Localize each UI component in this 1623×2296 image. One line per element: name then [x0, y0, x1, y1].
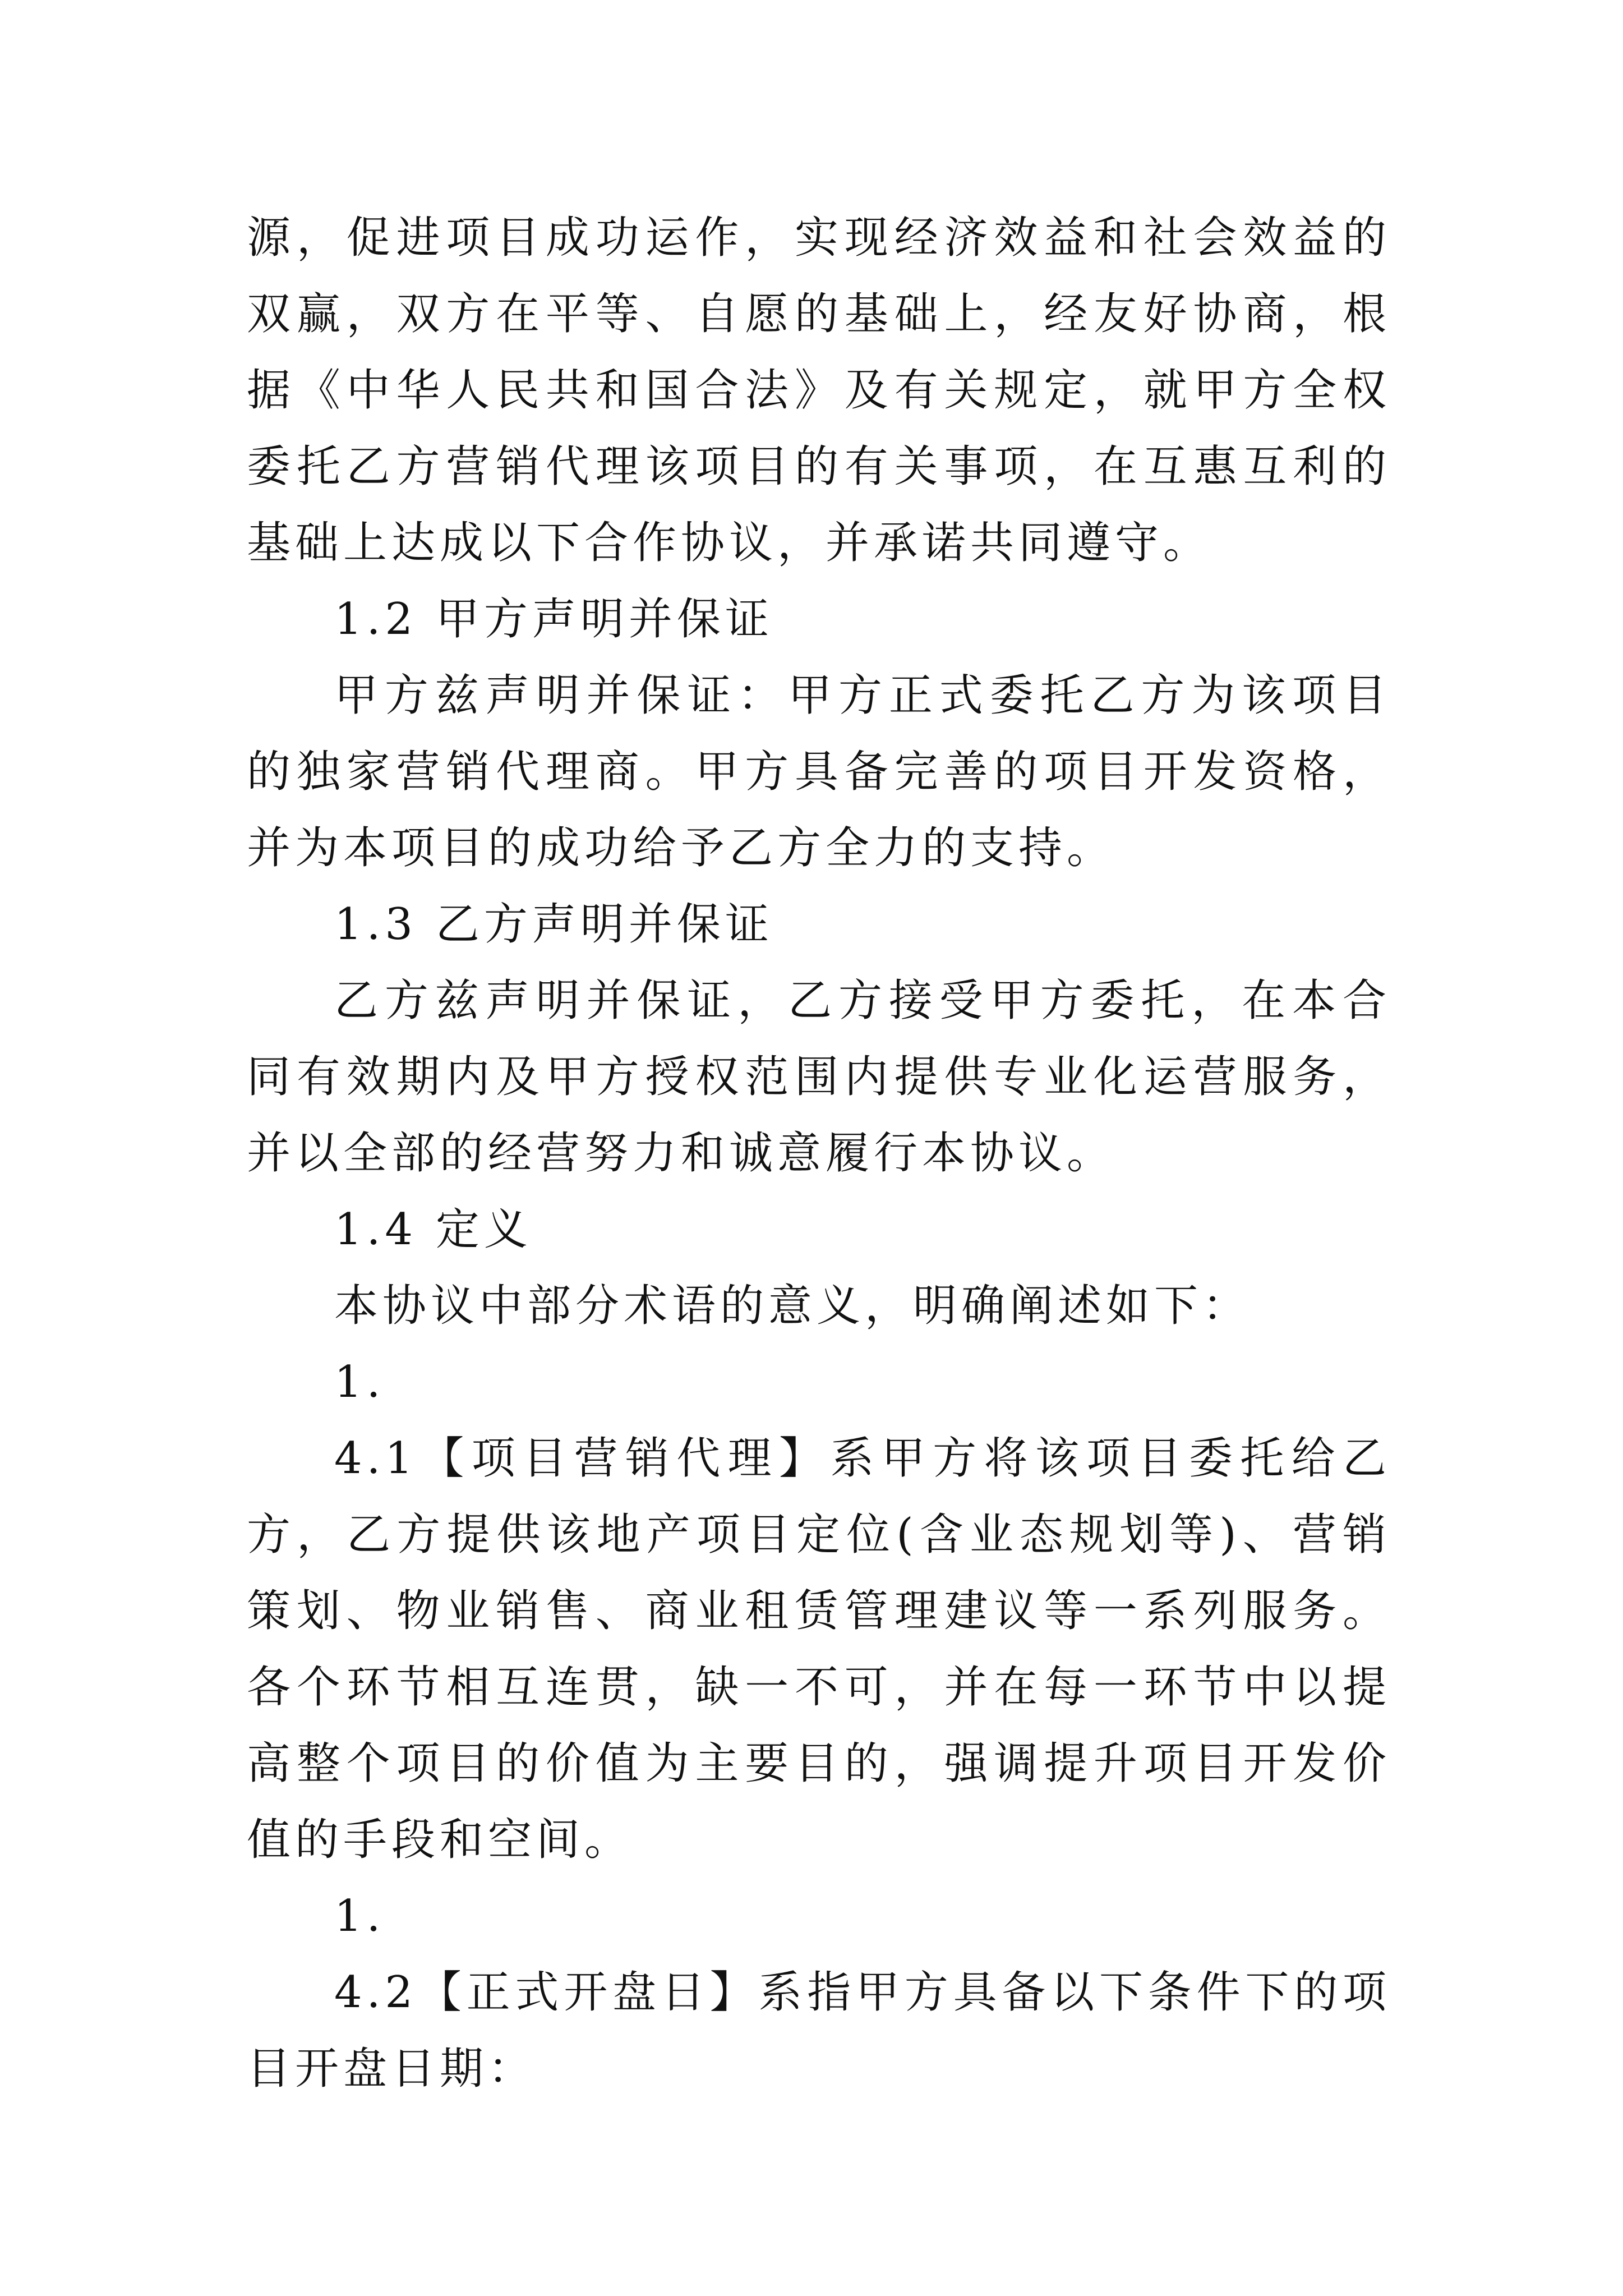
paragraph-definitions-intro: 本协议中部分术语的意义，明确阐述如下：: [334, 1281, 1251, 1331]
section-heading-1-3: 1.3 乙方声明并保证: [334, 899, 773, 950]
paragraph-definition-4-2: 4.2【正式开盘日】系指甲方具备以下条件下的项目开盘日期：: [247, 1967, 1391, 2094]
paragraph-definition-4-1: 4.1【项目营销代理】系甲方将该项目委托给乙方，乙方提供该地产项目定位(含业态规划等)、营销策划、物业销售、商业租赁管理建议等一系列服务。各个环节相互连贯，缺一不可，并在每一环节中以提高整个项目的价值为主要目的，强调提升项目开发价值的手段和空间。: [247, 1433, 1391, 1865]
section-heading-1-2: 1.2 甲方声明并保证: [334, 594, 773, 645]
section-heading-1-4: 1.4 定义: [334, 1204, 532, 1255]
paragraph-party-a-declaration: 甲方兹声明并保证：甲方正式委托乙方为该项目的独家营销代理商。甲方具备完善的项目开发资格，并为本项目的成功给予乙方全力的支持。: [247, 670, 1391, 873]
paragraph-intro: 源，促进项目成功运作，实现经济效益和社会效益的双赢，双方在平等、自愿的基础上，经友好协商，根据《中华人民共和国合法》及有关规定，就甲方全权委托乙方营销代理该项目的有关事项，在互惠互利的基础上达成以下合作协议，并承诺共同遵守。: [247, 213, 1391, 568]
list-number-marker: 1.: [334, 1357, 385, 1407]
list-number-marker: 1.: [334, 1891, 385, 1941]
paragraph-party-b-declaration: 乙方兹声明并保证，乙方接受甲方委托，在本合同有效期内及甲方授权范围内提供专业化运营服务，并以全部的经营努力和诚意履行本协议。: [247, 976, 1391, 1179]
document-body: [247, 200, 1391, 2107]
